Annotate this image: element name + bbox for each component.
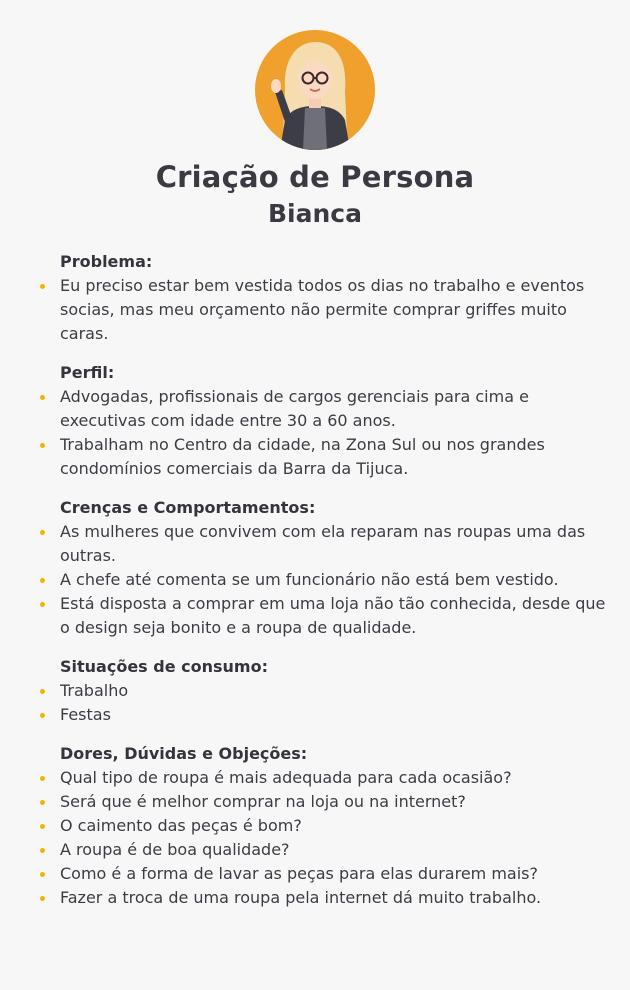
list-item: Está disposta a comprar em uma loja não tão conhecida, desde que o design seja bonito e a roupa de qualidade. bbox=[38, 592, 618, 640]
page-title: Criação de Persona bbox=[155, 160, 475, 194]
list-item: Advogadas, profissionais de cargos gerenciais para cima e executivas com idade entre 30 a 60 anos. bbox=[38, 385, 618, 433]
section-situacoes bbox=[38, 655, 618, 727]
list-item: As mulheres que convivem com ela reparam nas roupas uma das outras. bbox=[38, 520, 618, 568]
section-dores bbox=[38, 742, 618, 910]
list-item: Fazer a troca de uma roupa pela internet dá muito trabalho. bbox=[38, 886, 618, 910]
section-perfil bbox=[38, 361, 618, 481]
list-item: Trabalho bbox=[38, 679, 618, 703]
list-item: A roupa é de boa qualidade? bbox=[38, 838, 618, 862]
list-item: A chefe até comenta se um funcionário não está bem vestido. bbox=[38, 568, 618, 592]
persona-avatar-icon bbox=[255, 30, 375, 150]
list-item: Qual tipo de roupa é mais adequada para cada ocasião? bbox=[38, 766, 618, 790]
section-heading: Dores, Dúvidas e Objeções: bbox=[60, 744, 308, 763]
section-crencas bbox=[38, 496, 618, 640]
persona-content bbox=[38, 250, 618, 925]
section-problema bbox=[38, 250, 618, 346]
list-item: Trabalham no Centro da cidade, na Zona Sul ou nos grandes condomínios comerciais da Barra da Tijuca. bbox=[38, 433, 618, 481]
list-item: Eu preciso estar bem vestida todos os dias no trabalho e eventos socias, mas meu orçamento não permite comprar griffes muito caras. bbox=[38, 274, 618, 346]
list-item: Como é a forma de lavar as peças para elas durarem mais? bbox=[38, 862, 618, 886]
list-item: Festas bbox=[38, 703, 618, 727]
section-heading: Crenças e Comportamentos: bbox=[60, 498, 316, 517]
list-item: O caimento das peças é bom? bbox=[38, 814, 618, 838]
section-heading: Problema: bbox=[60, 252, 153, 271]
section-heading: Perfil: bbox=[60, 363, 115, 382]
persona-name: Bianca bbox=[268, 199, 362, 228]
list-item: Será que é melhor comprar na loja ou na internet? bbox=[38, 790, 618, 814]
section-heading: Situações de consumo: bbox=[60, 657, 268, 676]
